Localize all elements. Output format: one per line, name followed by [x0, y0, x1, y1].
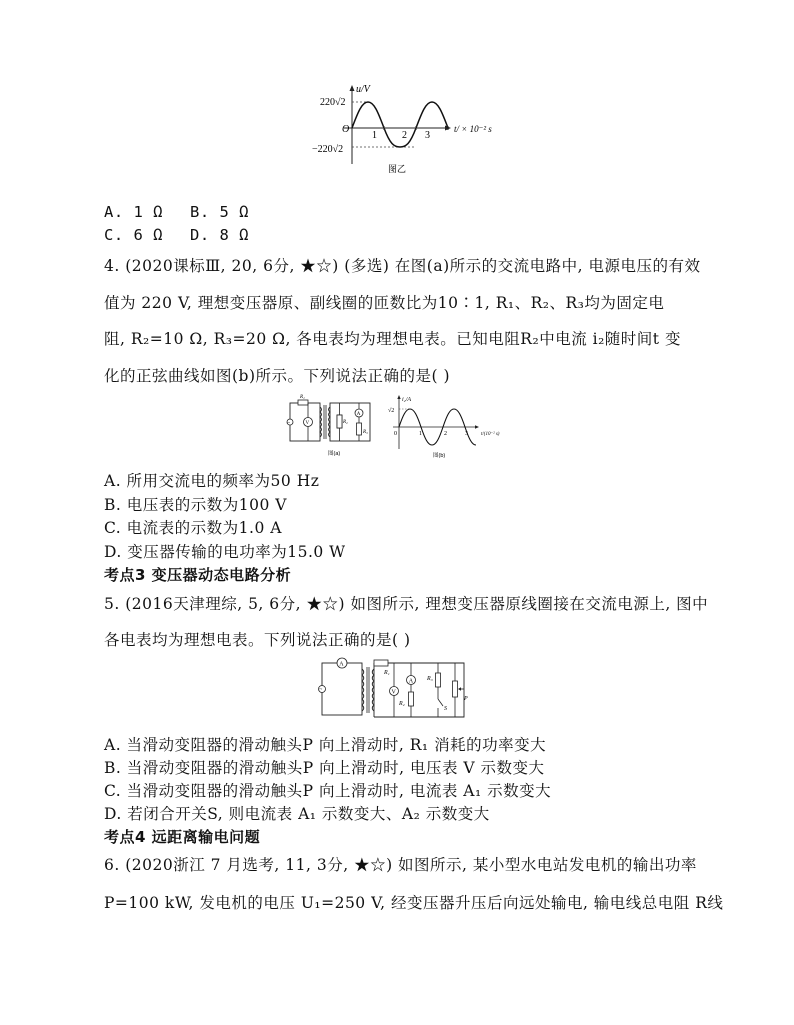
q5-option-a: A. 当滑动变阻器的滑动触头P 向上滑动时, R₁ 消耗的功率变大 [104, 736, 547, 754]
q3-option-b: B. 5 Ω [190, 203, 249, 221]
fig-b-tick-2: 2 [444, 431, 447, 437]
fig-b-y-value: √2 [388, 408, 395, 414]
svg-text:S: S [444, 706, 447, 712]
q5-option-c: C. 当滑动变阻器的滑动触头P 向上滑动时, 电流表 A₁ 示数变大 [104, 782, 552, 800]
svg-text:~: ~ [319, 687, 323, 693]
q5-line-2: 各电表均为理想电表。下列说法正确的是( ) [104, 631, 411, 649]
q3-option-c: C. 6 Ω [104, 226, 163, 244]
sine-voltage-graph [300, 82, 500, 177]
svg-text:R₂: R₂ [399, 701, 405, 707]
svg-text:V: V [391, 689, 396, 696]
svg-text:A: A [356, 412, 361, 417]
fig-b-x-label: t/(10⁻² s) [481, 432, 500, 437]
fig-b-caption: 图(b) [433, 453, 446, 459]
svg-text:R₂: R₂ [343, 420, 348, 425]
q4-line-4: 化的正弦曲线如图(b)所示。下列说法正确的是( ) [104, 367, 451, 385]
y-negative-label: −220√2 [312, 144, 344, 155]
fig-a-caption: 图(a) [328, 451, 341, 457]
svg-text:~: ~ [287, 421, 291, 426]
topic-3-heading: 考点3 变压器动态电路分析 [104, 566, 292, 584]
q4-line-3: 阻, R₂=10 Ω, R₃=20 Ω, 各电表均为理想电表。已知电阻R₂中电流 i₂随时间t 变 [104, 330, 681, 348]
y-positive-label: 220√2 [320, 97, 346, 108]
y-axis-label: u/V [356, 84, 370, 95]
q6-line-1: 6. (2020浙江 7 月选考, 11, 3分, ★☆) 如图所示, 某小型水电站发电机的输出功率 [104, 856, 697, 874]
q4-option-a: A. 所用交流电的频率为50 Hz [104, 472, 320, 490]
x-tick-3: 3 [425, 130, 430, 141]
q3-option-a: A. 1 Ω [104, 203, 163, 221]
q5-option-b: B. 当滑动变阻器的滑动触头P 向上滑动时, 电压表 V 示数变大 [104, 759, 545, 777]
circuit-figure-q5 [314, 655, 484, 725]
q6-line-2: P=100 kW, 发电机的电压 U₁=250 V, 经变压器升压后向远处输电, 输电线总电阻 R线 [104, 894, 724, 912]
q4-option-b: B. 电压表的示数为100 V [104, 496, 287, 514]
svg-text:R₁: R₁ [300, 395, 305, 400]
figure-caption: 图乙 [388, 164, 407, 174]
circuit-figure-a [284, 393, 384, 463]
fig-b-y-label: i₂/A [402, 397, 412, 403]
fig-b-tick-1: 1 [419, 431, 422, 437]
x-tick-1: 1 [372, 130, 377, 141]
q4-option-c: C. 电流表的示数为1.0 A [104, 519, 282, 537]
fig-b-tick-0: 0 [394, 431, 397, 437]
q3-option-d: D. 8 Ω [190, 226, 249, 244]
svg-text:R₃: R₃ [427, 676, 433, 682]
svg-text:P: P [464, 696, 468, 702]
q5-option-d: D. 若闭合开关S, 则电流表 A₁ 示数变大、A₂ 示数变大 [104, 805, 490, 823]
q4-line-1: 4. (2020课标Ⅲ, 20, 6分, ★☆) (多选) 在图(a)所示的交流电路中, 电源电压的有效 [104, 257, 701, 275]
svg-text:A: A [339, 661, 344, 668]
q4-option-d: D. 变压器传输的电功率为15.0 W [104, 543, 346, 561]
topic-4-heading: 考点4 远距离输电问题 [104, 828, 261, 846]
svg-text:V: V [305, 421, 310, 426]
x-axis-label: t/ × 10⁻² s [454, 124, 492, 134]
current-graph-figure-b [385, 393, 510, 463]
q5-line-1: 5. (2016天津理综, 5, 6分, ★☆) 如图所示, 理想变压器原线圈接在交流电源上, 图中 [104, 595, 709, 613]
fig-b-tick-3: 3 [465, 431, 468, 437]
svg-text:R₃: R₃ [363, 430, 368, 435]
svg-text:A: A [408, 678, 414, 685]
q4-line-2: 值为 220 V, 理想变压器原、副线圈的匝数比为10∶1, R₁、R₂、R₃均为固定电 [104, 294, 665, 312]
origin-label: O [342, 124, 350, 135]
x-tick-2: 2 [402, 130, 407, 141]
svg-text:R₁: R₁ [384, 670, 390, 676]
